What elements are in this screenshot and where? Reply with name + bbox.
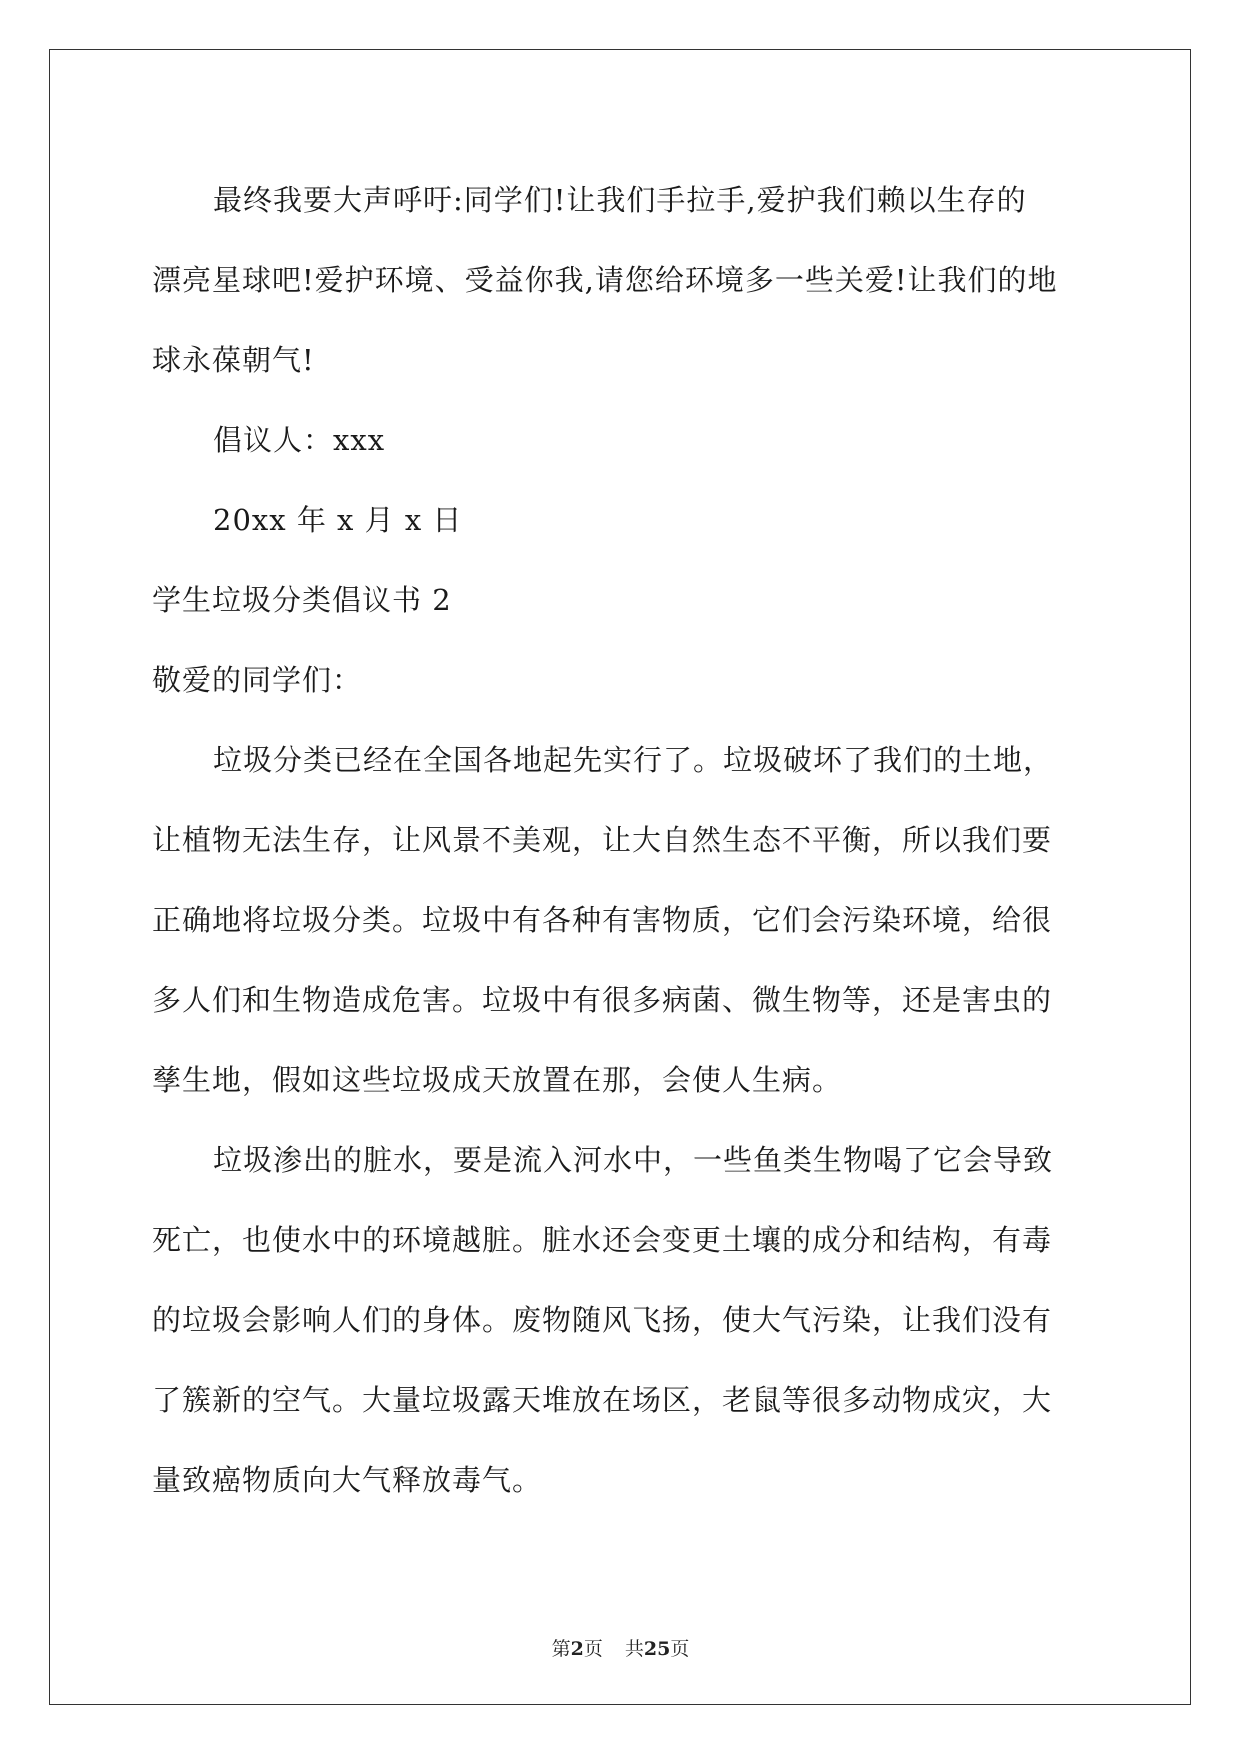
paragraph-1-line-2: 让植物无法生存，让风景不美观，让大自然生态不平衡，所以我们要 bbox=[152, 823, 1053, 857]
paragraph-2-line-5: 量致癌物质向大气释放毒气。 bbox=[152, 1463, 543, 1497]
paragraph-1-line-4: 多人们和生物造成危害。垃圾中有很多病菌、微生物等，还是害虫的 bbox=[152, 983, 1053, 1017]
paragraph-1-line-5: 孳生地，假如这些垃圾成天放置在那，会使人生病。 bbox=[152, 1063, 843, 1097]
closing-paragraph-line-3: 球永葆朝气! bbox=[152, 343, 315, 377]
paragraph-2-line-2: 死亡，也使水中的环境越脏。脏水还会变更土壤的成分和结构，有毒 bbox=[152, 1223, 1053, 1257]
paragraph-2-line-4: 了簇新的空气。大量垃圾露天堆放在场区，老鼠等很多动物成灾，大 bbox=[152, 1383, 1053, 1417]
total-suffix: 页 bbox=[670, 1638, 690, 1660]
paragraph-2-line-3: 的垃圾会影响人们的身体。废物随风飞扬，使大气污染，让我们没有 bbox=[152, 1303, 1053, 1337]
current-page-number: 2 bbox=[570, 1638, 584, 1660]
page-footer bbox=[0, 1634, 1241, 1661]
signature-date: 20xx 年 x 月 x 日 bbox=[213, 503, 463, 537]
total-page-count: 25 bbox=[643, 1638, 671, 1660]
proposer-signature: 倡议人：xxx bbox=[213, 423, 386, 457]
section-title: 学生垃圾分类倡议书 2 bbox=[152, 583, 452, 617]
closing-paragraph-line-2: 漂亮星球吧!爱护环境、受益你我,请您给环境多一些关爱!让我们的地 bbox=[152, 263, 1058, 297]
paragraph-1-line-3: 正确地将垃圾分类。垃圾中有各种有害物质，它们会污染环境，给很 bbox=[152, 903, 1053, 937]
page-prefix: 第 bbox=[551, 1638, 571, 1660]
paragraph-2-line-1: 垃圾渗出的脏水，要是流入河水中，一些鱼类生物喝了它会导致 bbox=[213, 1143, 1054, 1177]
page-suffix: 页 bbox=[583, 1638, 603, 1660]
salutation: 敬爱的同学们： bbox=[152, 663, 363, 697]
total-prefix: 共 bbox=[624, 1638, 644, 1660]
document-body bbox=[152, 160, 1090, 1520]
paragraph-1-line-1: 垃圾分类已经在全国各地起先实行了。垃圾破坏了我们的土地， bbox=[213, 743, 1054, 777]
closing-paragraph-line-1: 最终我要大声呼吁:同学们!让我们手拉手,爱护我们赖以生存的 bbox=[213, 183, 1027, 217]
